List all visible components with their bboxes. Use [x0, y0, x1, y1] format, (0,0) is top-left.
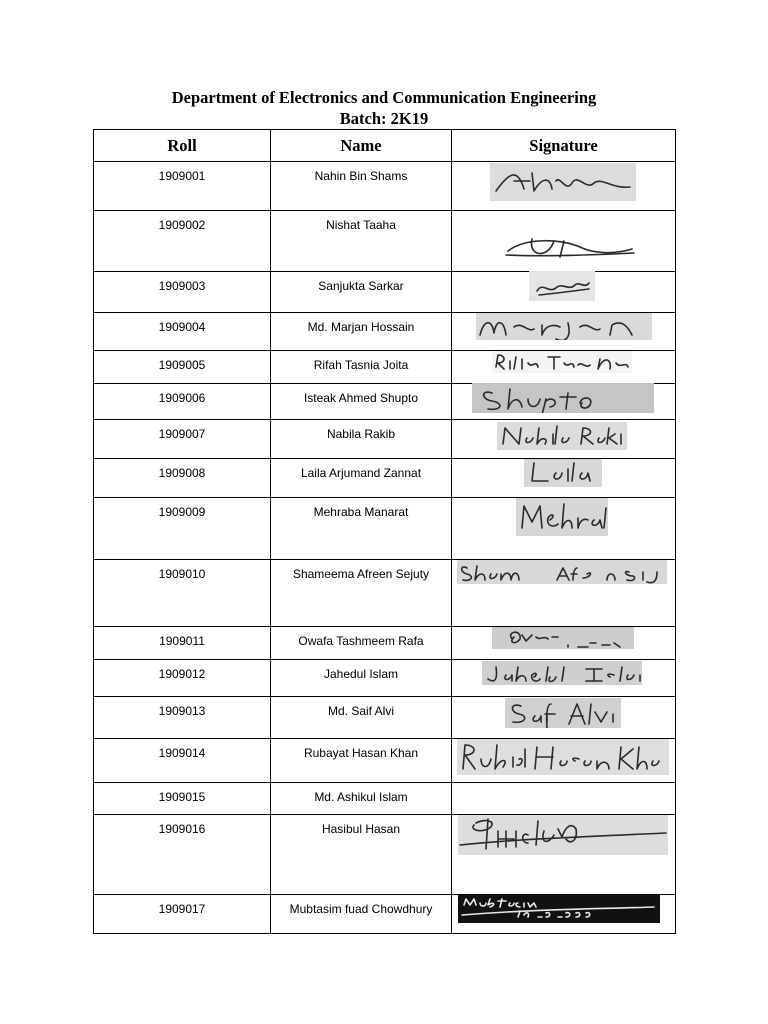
- signature-cell: [452, 895, 676, 934]
- roll-cell: 1909009: [94, 498, 271, 560]
- table-row: [94, 660, 676, 697]
- table-row: [94, 560, 676, 627]
- table-row: [94, 459, 676, 498]
- signature-cell: [452, 560, 676, 627]
- signature-cell: [452, 384, 676, 420]
- handwriting-stroke: [529, 271, 595, 301]
- name-cell: Shameema Afreen Sejuty: [271, 560, 452, 627]
- roll-cell: 1909012: [94, 660, 271, 697]
- page-title: Department of Electronics and Communication Engineering: [171, 88, 597, 107]
- name-cell: Md. Saif Alvi: [271, 697, 452, 739]
- table-row: [94, 384, 676, 420]
- roll-cell: 1909011: [94, 627, 271, 660]
- handwriting-stroke: [457, 560, 667, 584]
- handwriting-stroke: [502, 235, 638, 261]
- signature-image: [516, 498, 608, 536]
- handwriting-stroke: [492, 627, 634, 649]
- roll-cell: 1909007: [94, 420, 271, 459]
- signature-image: [458, 895, 660, 923]
- signature-image: [472, 383, 654, 413]
- column-header-roll: Roll: [94, 130, 271, 162]
- roll-cell: 1909003: [94, 272, 271, 313]
- name-cell: Rubayat Hasan Khan: [271, 739, 452, 783]
- handwriting-stroke: [490, 163, 636, 201]
- handwriting-stroke: [482, 661, 642, 685]
- signature-image: [476, 313, 652, 340]
- signature-image: [492, 351, 632, 373]
- roll-cell: 1909002: [94, 211, 271, 272]
- handwriting-stroke: [457, 739, 669, 775]
- signature-cell: [452, 815, 676, 895]
- table-row: [94, 815, 676, 895]
- table-row: [94, 313, 676, 351]
- handwriting-stroke: [476, 313, 652, 340]
- signature-cell: [452, 162, 676, 211]
- table-row: [94, 895, 676, 934]
- handwriting-stroke: [505, 698, 621, 728]
- table-row: [94, 420, 676, 459]
- roll-cell: 1909008: [94, 459, 271, 498]
- signature-image: [497, 422, 627, 450]
- signature-cell: [452, 739, 676, 783]
- name-cell: Nishat Taaha: [271, 211, 452, 272]
- handwriting-stroke: [524, 459, 602, 487]
- table-row: [94, 739, 676, 783]
- name-cell: Laila Arjumand Zannat: [271, 459, 452, 498]
- column-header-name: Name: [271, 130, 452, 162]
- roll-cell: 1909006: [94, 384, 271, 420]
- handwriting-stroke: [472, 383, 654, 413]
- name-cell: Hasibul Hasan: [271, 815, 452, 895]
- signature-cell: [452, 697, 676, 739]
- name-cell: Owafa Tashmeem Rafa: [271, 627, 452, 660]
- handwriting-stroke: [458, 815, 668, 855]
- signature-image: [457, 739, 669, 775]
- signature-cell: [452, 351, 676, 384]
- name-cell: Nabila Rakib: [271, 420, 452, 459]
- signature-image: [458, 815, 668, 855]
- name-cell: Isteak Ahmed Shupto: [271, 384, 452, 420]
- name-cell: Nahin Bin Shams: [271, 162, 452, 211]
- roll-cell: 1909013: [94, 697, 271, 739]
- name-cell: Mubtasim fuad Chowdhury: [271, 895, 452, 934]
- signature-image: [490, 163, 636, 201]
- roll-cell: 1909015: [94, 783, 271, 815]
- roll-cell: 1909004: [94, 313, 271, 351]
- name-cell: Jahedul Islam: [271, 660, 452, 697]
- name-cell: Md. Ashikul Islam: [271, 783, 452, 815]
- roll-cell: 1909001: [94, 162, 271, 211]
- handwriting-stroke: [516, 498, 608, 536]
- signature-cell: [452, 211, 676, 272]
- signature-cell: [452, 459, 676, 498]
- table-row: [94, 783, 676, 815]
- signature-image: [492, 627, 634, 649]
- table-row: [94, 498, 676, 560]
- roll-cell: 1909014: [94, 739, 271, 783]
- table-row: [94, 162, 676, 211]
- signature-cell: [452, 272, 676, 313]
- signature-image: [457, 560, 667, 584]
- name-cell: Rifah Tasnia Joita: [271, 351, 452, 384]
- batch-label: Batch: 2K19: [339, 109, 429, 128]
- roll-cell: 1909016: [94, 815, 271, 895]
- name-cell: Sanjukta Sarkar: [271, 272, 452, 313]
- table-row: [94, 697, 676, 739]
- signature-cell: [452, 627, 676, 660]
- signature-image: [529, 271, 595, 301]
- signature-cell: [452, 313, 676, 351]
- table-row: [94, 211, 676, 272]
- table-row: [94, 627, 676, 660]
- handwriting-stroke: [492, 351, 632, 373]
- handwriting-stroke: [458, 895, 660, 923]
- table-row: [94, 272, 676, 313]
- name-cell: Mehraba Manarat: [271, 498, 452, 560]
- signature-cell: [452, 498, 676, 560]
- attendance-table: [93, 129, 676, 934]
- table-header-row: [94, 130, 676, 162]
- column-header-signature: Signature: [452, 130, 676, 162]
- roll-cell: 1909017: [94, 895, 271, 934]
- signature-image: [502, 235, 638, 261]
- signature-image: [505, 698, 621, 728]
- table-row: [94, 351, 676, 384]
- signature-cell: [452, 783, 676, 815]
- handwriting-stroke: [497, 422, 627, 450]
- signature-image: [524, 459, 602, 487]
- signature-image: [482, 661, 642, 685]
- roll-cell: 1909005: [94, 351, 271, 384]
- name-cell: Md. Marjan Hossain: [271, 313, 452, 351]
- signature-cell: [452, 660, 676, 697]
- signature-cell: [452, 420, 676, 459]
- roll-cell: 1909010: [94, 560, 271, 627]
